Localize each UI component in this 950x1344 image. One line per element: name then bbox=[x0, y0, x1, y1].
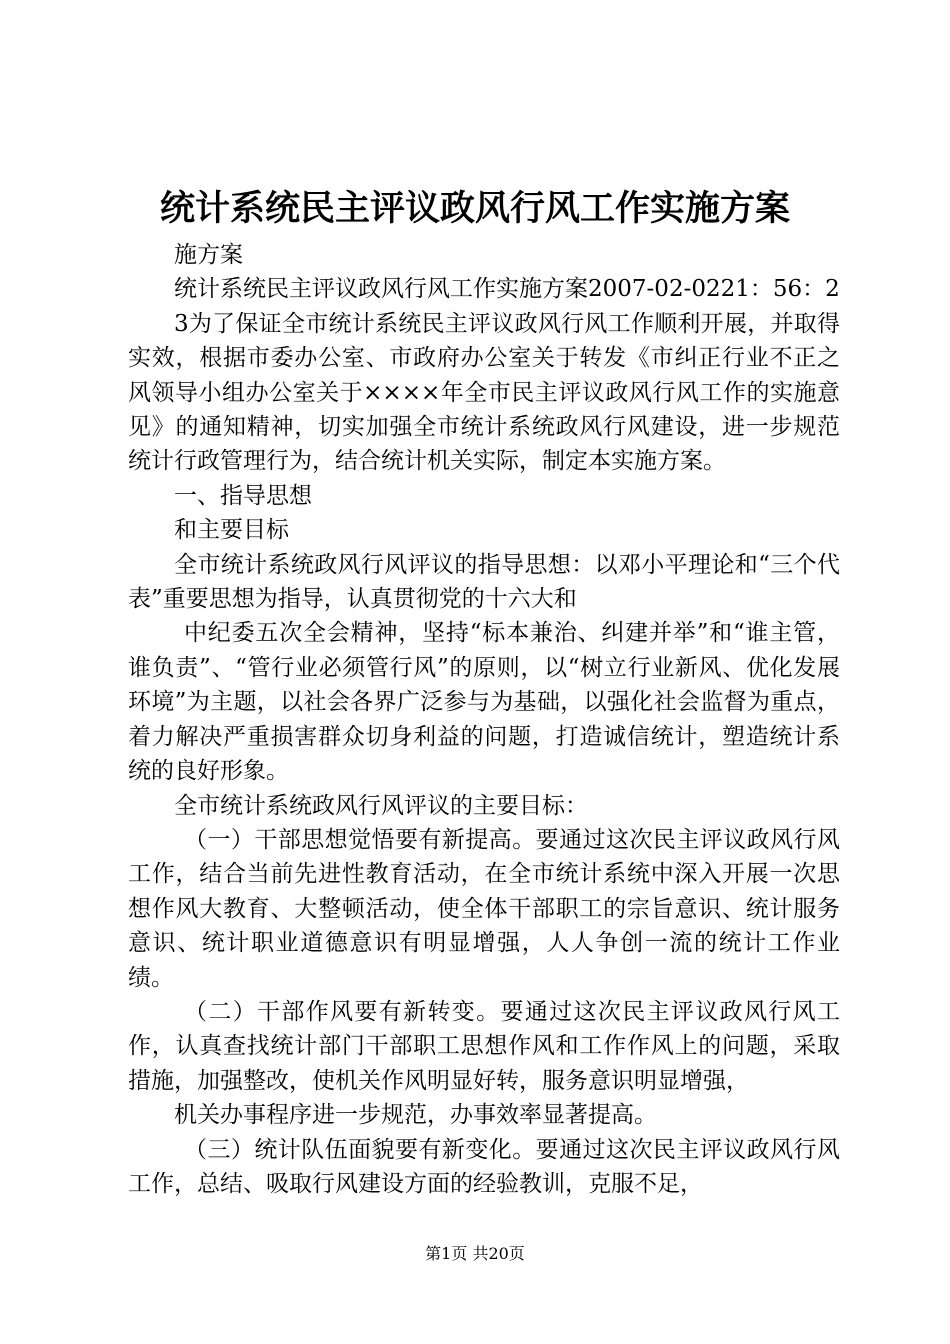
paragraph: （一）干部思想觉悟要有新提高。要通过这次民主评议政风行风工作，结合当前先进性教育活动，在全市统计系统中深入开展一次思想作风大教育、大整顿活动，使全体干部职工的宗旨意识、统计服务意识、统计职业道德意识有明显增强，人人争创一流的统计工作业绩。 bbox=[128, 826, 840, 991]
paragraph: （三）统计队伍面貌要有新变化。要通过这次民主评议政风行风工作，总结、吸取行风建设方面的经验教训，克服不足， bbox=[128, 1136, 840, 1197]
section-heading: 一、指导思想 bbox=[174, 482, 312, 509]
paragraph: 机关办事程序进一步规范，办事效率显著提高。 bbox=[174, 1102, 657, 1129]
paragraph: 中纪委五次全会精神，坚持“标本兼治、纠建并举”和“谁主管，谁负责”、“管行业必须管行风”的原则，以“树立行业新风、优化发展环境”为主题，以社会各界广泛参与为基础，以强化社会监督为重点，着力解决严重损害群众切身利益的问题，打造诚信统计，塑造统计系统的良好形象。 bbox=[128, 620, 840, 785]
paragraph: 统计系统民主评议政风行风工作实施方案2007-02-0221：56：2 bbox=[174, 276, 840, 303]
paragraph: 3为了保证全市统计系统民主评议政风行风工作顺利开展，并取得实效，根据市委办公室、市政府办公室关于转发《市纠正行业不正之风领导小组办公室关于××××年全市民主评议政风行风工作的实施意见》的通知精神，切实加强全市统计系统政风行风建设，进一步规范统计行政管理行为，结合统计机关实际，制定本实施方案。 bbox=[128, 310, 840, 475]
paragraph: （二）干部作风要有新转变。要通过这次民主评议政风行风工作，认真查找统计部门干部职工思想作风和工作作风上的问题，采取措施，加强整改，使机关作风明显好转，服务意识明显增强， bbox=[128, 998, 840, 1094]
section-heading: 和主要目标 bbox=[174, 517, 289, 544]
paragraph: 全市统计系统政风行风评议的主要目标： bbox=[174, 792, 588, 819]
document-body bbox=[128, 238, 840, 1201]
paragraph: 施方案 bbox=[174, 242, 243, 268]
document-title: 统计系统民主评议政风行风工作实施方案 bbox=[159, 188, 790, 229]
paragraph: 全市统计系统政风行风评议的指导思想：以邓小平理论和“三个代表”重要思想为指导，认真贯彻党的十六大和 bbox=[128, 551, 840, 613]
page-number: 第1页 共20页 bbox=[425, 1244, 525, 1263]
